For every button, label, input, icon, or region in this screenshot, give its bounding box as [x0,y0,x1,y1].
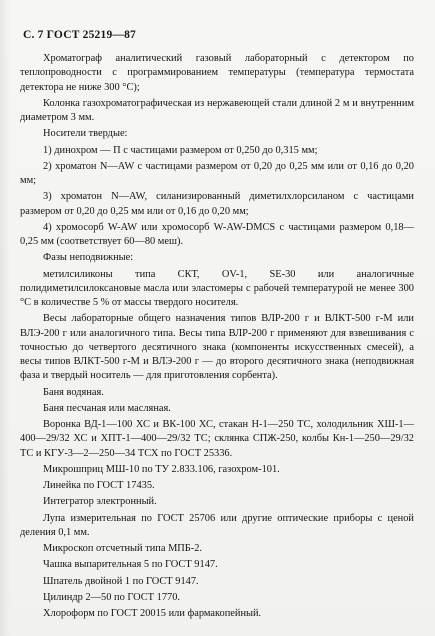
paragraph-carriers-heading: Носители твердые: [43,128,128,140]
paragraph-column: Колонка газохроматографическая из нержавеющей стали длиной 2 м и внутренним диаметром 3 мм. [20,97,414,123]
paragraph-carrier-4: 4) хромосорб W-AW или хромосорб W-AW-DMCS с частицами размером 0,18—0,25 мм (соответствует 60—80 меш). [20,221,414,247]
paragraph-carrier-1: 1) динохром — П с частицами размером от 0,250 до 0,315 мм; [43,144,318,156]
paragraph-phases: метилсиликоны типа СКТ, OV-1, SE-30 или аналогичные полидиметилсилоксановые масла или эластомеры с рабочей температурой не менее 300 °С в количестве 5 % от массы твердого носителя. [20,268,414,308]
document-body [20,52,414,623]
paragraph-spatula: Шпатель двойной 1 по ГОСТ 9147. [43,575,199,587]
paragraph-cylinder: Цилиндр 2—50 по ГОСТ 1770. [43,591,181,603]
paragraph-sand-bath: Баня песчаная или масляная. [43,402,171,414]
page-edge-shadow [0,0,10,636]
paragraph-carrier-2: 2) хроматон N—AW с частицами размером от 0,20 до 0,25 мм или от 0,16 до 0,20 мм; [20,160,414,186]
paragraph-chloroform: Хлороформ по ГОСТ 20015 или фармакопейный. [43,608,262,619]
paragraph-carrier-3: 3) хроматон N—AW, силанизированный диметилхлорсиланом с частицами размером от 0,20 до 0,25 мм или от 0,16 до 0,20 мм; [20,191,414,217]
paragraph-ruler: Линейка по ГОСТ 17435. [43,480,155,491]
page-header: С. 7 ГОСТ 25219—87 [23,29,136,41]
paragraph-magnifier: Лупа измерительная по ГОСТ 25706 или другие оптические приборы с ценой деления 0,1 мм. [20,512,414,538]
paragraph-glassware: Воронка ВД-1—100 ХС и ВК-100 ХС, стакан Н-1—250 ТС, холодильник ХШ-1—400—29/32 ХС и ХПТ-1—400—29/32 ТС; склянка СПЖ-250, колбы Кн-1—250—29/32 ТС и КГУ-3—2—250—34 ТСХ по ГОСТ 25336. [20,419,414,459]
paragraph-integrator: Интегратор электронный. [43,496,157,508]
paragraph-microscope: Микроскоп отсчетный типа МПБ-2. [43,543,203,554]
paragraph-evaporating-dish: Чашка выпарительная 5 по ГОСТ 9147. [43,559,218,571]
paragraph-microsyringe: Микрошприц МШ-10 по ТУ 2.833.106, газохром-101. [43,463,280,475]
paragraph-scales: Весы лабораторные общего назначения типов ВЛР-200 г и ВЛКТ-500 г-М или ВЛЭ-200 г или аналогичного типа. Весы типа ВЛР-200 г применяют для взвешивания с точностью до четвертого десятичного знака (компоненты искусственных смесей), а весы типов ВЛКТ-500 г-М и ВЛЭ-200 г — до второго десятичного знака (неподвижная фаза и твердый носитель — для приготовления сорбента). [20,313,414,382]
paragraph-phases-heading: Фазы неподвижные: [43,252,134,264]
paragraph-water-bath: Баня водяная. [43,386,104,398]
paragraph-chromatograph: Хроматограф аналитический газовый лабораторный с детектором по теплопроводности с программированием температуры (температура термостата детектора не ниже 300 °С); [20,53,414,93]
